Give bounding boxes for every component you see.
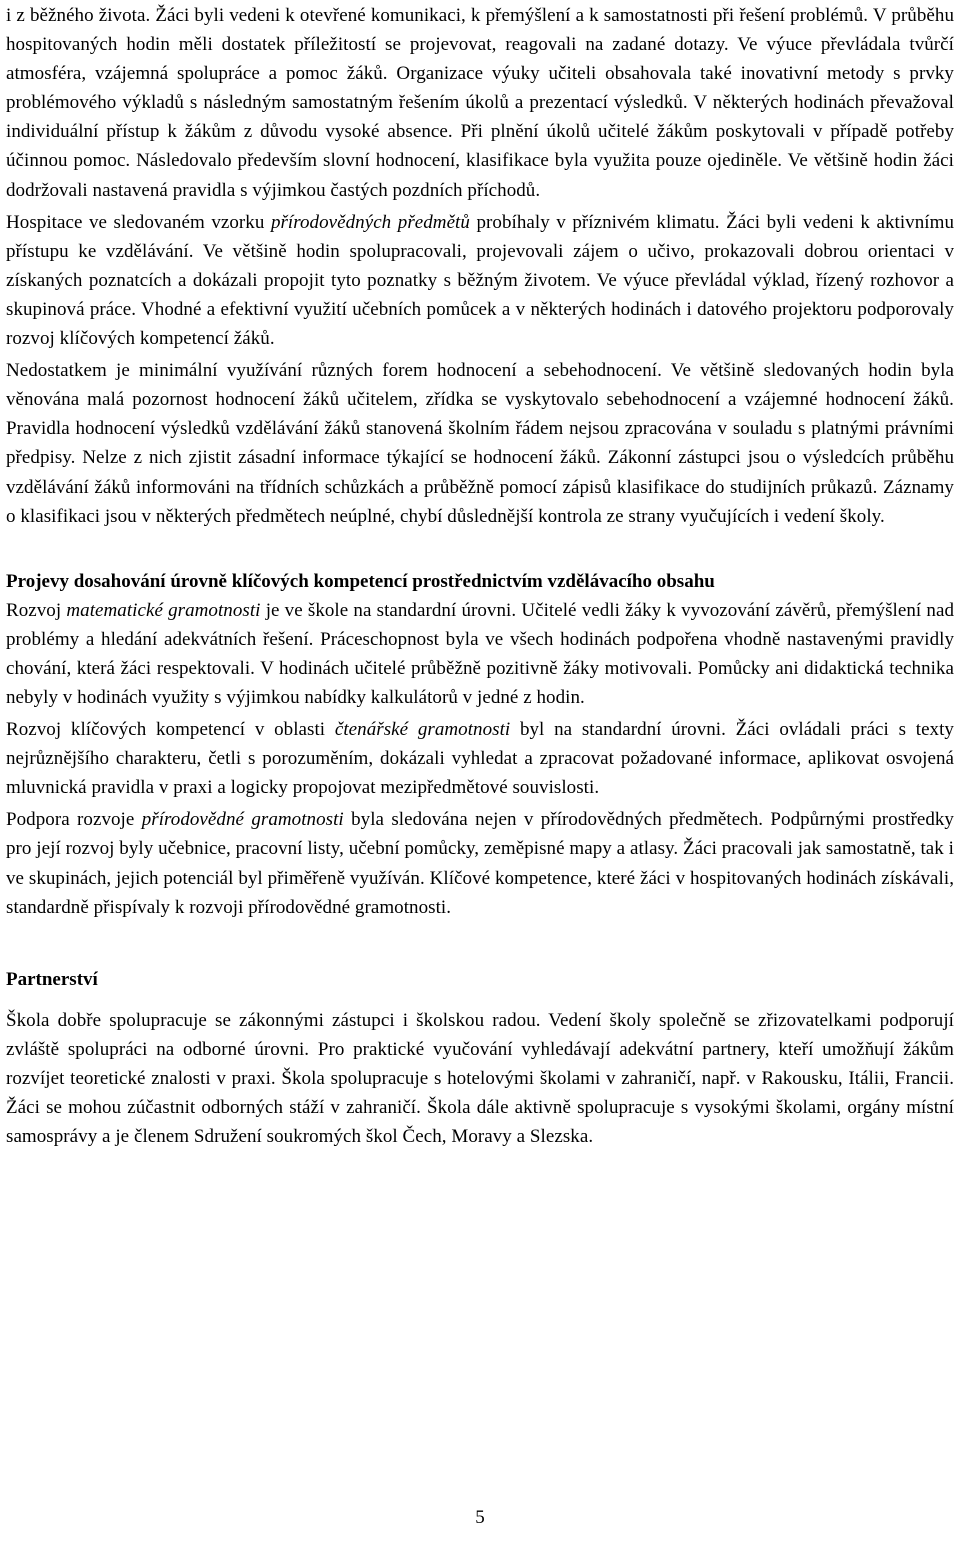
paragraph-text: Nedostatkem je minimální využívání různých forem hodnocení a sebehodnocení. Ve většině sledovaných hodin byla věnována malá pozornost hodnocení žáků učitelem, zřídka se vyskytovalo sebehodnocení a vzájemné hodnocení žáků. Pravidla hodnocení výsledků vzdělávání žáků stanovená školním řádem nejsou zpracována v souladu s platnými právními předpisy. Nelze z nich zjistit zásadní informace týkající se hodnocení žáků. Zákonní zástupci jsou o výsledcích průběhu vzdělávání žáků informováni na třídních schůzkách a průběžně pomocí zápisů klasifikace do studijních průkazů. Záznamy o klasifikaci jsou v některých předmětech neúplné, chybí důslednější kontrola ze strany vyučujících i vedení školy. (6, 360, 954, 527)
paragraph-partnership (6, 1006, 954, 1151)
paragraph-text: je ve škole na standardní úrovni. Učitelé vedli žáky k vyvozování závěrů, přemýšlení nad problémy a hledání adekvátních řešení. Práceschopnost byla ve všech hodinách podpořena vhodně nastavenými pravidly chování, která žáci respektovali. V hodinách učitelé průběžně pozitivně žáky motivovali. Pomůcky ani didaktická technika nebyly v hodinách využity s výjimkou nabídky kalkulátorů v jedné z hodin. (6, 599, 954, 708)
paragraph-reading-literacy (6, 715, 954, 802)
document-page (6, 0, 954, 1151)
paragraph-text: Rozvoj klíčových kompetencí v oblasti (6, 719, 335, 741)
emphasis-science-literacy: přírodovědné gramotnosti (141, 809, 344, 831)
paragraph-text: Škola dobře spolupracuje se zákonnými zástupci i školskou radou. Vedení školy společně se zřizovatelkami podporují zvláště spolupráci na odborné úrovni. Pro praktické vyučování vyhledávají adekvátní partnery, kteří umožňují žákům rozvíjet teoretické znalosti v praxi. Škola spolupracuje s hotelovými školami v zahraničí, např. v Rakousku, Itálii, Francii. Žáci se mohou zúčastnit odborných stáží v zahraničí. Škola dále aktivně spolupracuje s vysokými školami, orgány místní samosprávy a je členem Sdružení soukromých škol Čech, Moravy a Slezska. (6, 1009, 954, 1148)
page-number: 5 (475, 1507, 485, 1528)
paragraph-mathematical-literacy (6, 596, 954, 712)
emphasis-reading-literacy: čtenářské gramotnosti (334, 719, 511, 741)
section-heading-key-competences: Projevy dosahování úrovně klíčových kompetencí prostřednictvím vzdělávacího obsahu (6, 570, 715, 592)
paragraph-text: Rozvoj (6, 599, 67, 621)
paragraph-assessment-deficiency (6, 356, 954, 531)
paragraph-text: Podpora rozvoje (6, 809, 142, 831)
paragraph-text: byla sledována nejen v přírodovědných předmětech. Podpůrnými prostředky pro její rozvoj byly učebnice, pracovní listy, učební pomůcky, zeměpisné mapy a atlasy. Žáci pracovali jak samostatně, tak i ve skupinách, jejich potenciál byl přiměřeně využíván. Klíčové kompetence, které žáci v hospitovaných hodinách získávali, standardně přispívaly k rozvoji přírodovědné gramotnosti. (6, 809, 954, 918)
paragraph-text: Hospitace ve sledovaném vzorku (6, 211, 271, 233)
paragraph-text: byl na standardní úrovni. Žáci ovládali práci s texty nejrůznějšího charakteru, četli s porozuměním, dokázali vyhledat a zpracovat požadované informace, aplikovat osvojená mluvnická pravidla v praxi a logicky propojovat mezipředmětové souvislosti. (6, 719, 954, 799)
paragraph-text: probíhaly v příznivém klimatu. Žáci byli vedeni k aktivnímu přístupu ke vzdělávání. Ve většině hodin spolupracovali, projevovali zájem o učivo, prokazovali dobrou orientaci v získaných poznatcích a dokázali propojit tyto poznatky s běžným životem. Ve výuce převládal výklad, řízený rozhovor a skupinová práce. Vhodné a efektivní využití učebních pomůcek a v některých hodinách i datového projektoru podporovaly rozvoj klíčových kompetencí žáků. (6, 211, 954, 350)
paragraph-natural-sciences-hospitation (6, 208, 954, 353)
paragraph-science-literacy (6, 805, 954, 921)
paragraph-text: i z běžného života. Žáci byli vedeni k otevřené komunikaci, k přemýšlení a k samostatnosti při řešení problémů. V průběhu hospitovaných hodin měli dostatek příležitostí se projevovat, reagovali na zadané dotazy. Ve výuce převládala tvůrčí atmosféra, vzájemná spolupráce a pomoc žáků. Organizace výuky učiteli obsahovala také inovativní metody s prvky problémového výkladů s následným samostatným řešením úkolů a prezentací výsledků. V některých hodinách převažoval individuální přístup k žákům z důvodu vysoké absence. Při plnění úkolů učitelé žákům poskytovali v případě potřeby účinnou pomoc. Následovalo především slovní hodnocení, klasifikace byla využita pouze ojediněle. Ve většině hodin žáci dodržovali nastavená pravidla s výjimkou častých pozdních příchodů. (6, 5, 954, 201)
emphasis-mathematical-literacy: matematické gramotnosti (66, 599, 261, 621)
emphasis-natural-sciences: přírodovědných předmětů (270, 211, 470, 233)
paragraph-teaching-climate (6, 1, 954, 205)
section-heading-partnership: Partnerství (6, 968, 98, 990)
